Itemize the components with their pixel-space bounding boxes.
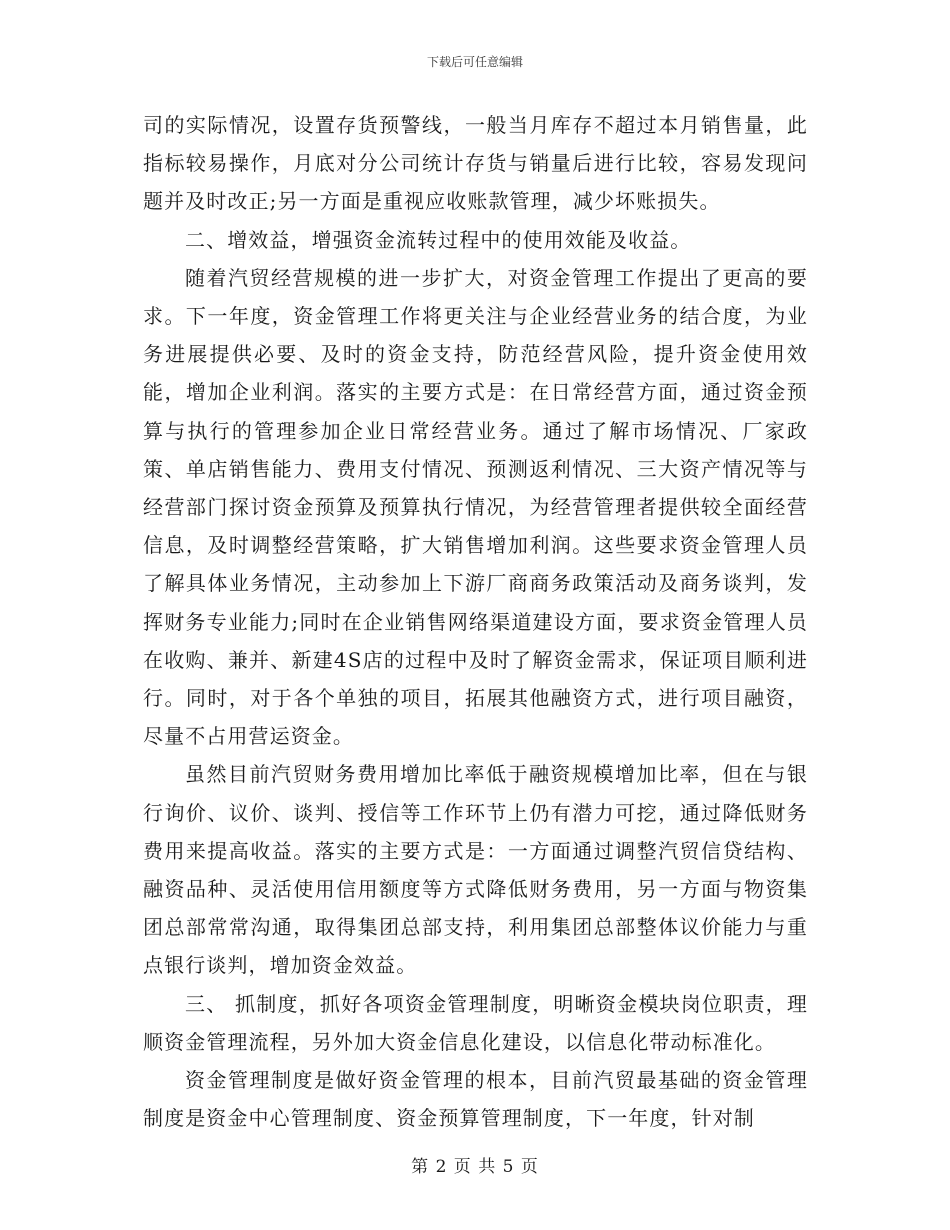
page-header-note: 下载后可任意编辑 [426, 55, 523, 69]
paragraph-3: 随着汽贸经营规模的进一步扩大，对资金管理工作提出了更高的要求。下一年度，资金管理工作将更关注与企业经营业务的结合度，为业务进展提供必要、及时的资金支持，防范经营风险，提升资金使用效能，增加企业利润。落实的主要方式是：在日常经营方面，通过资金预算与执行的管理参加企业日常经营业务。通过了解市场情况、厂家政策、单店销售能力、费用支付情况、预测返利情况、三大资产情况等与经营部门探讨资金预算及预算执行情况，为经营管理者提供较全面经营信息，及时调整经营策略，扩大销售增加利润。这些要求资金管理人员了解具体业务情况，主动参加上下游厂商商务政策活动及商务谈判，发挥财务专业能力;同时在企业销售网络渠道建设方面，要求资金管理人员在收购、兼并、新建4S店的过程中及时了解资金需求，保证项目顺利进行。同时，对于各个单独的项目，拓展其他融资方式，进行项目融资，尽量不占用营运资金。 [143, 265, 808, 749]
paragraph-2-heading: 二、增效益，增强资金流转过程中的使用效能及收益。 [185, 227, 692, 252]
paragraph-4: 虽然目前汽贸财务费用增加比率低于融资规模增加比率，但在与银行询价、议价、谈判、授信等工作环节上仍有潜力可挖，通过降低财务费用来提高收益。落实的主要方式是：一方面通过调整汽贸信贷结构、融资品种、灵活使用信用额度等方式降低财务费用，另一方面与物资集团总部常常沟通，取得集团总部支持，利用集团总部整体议价能力与重点银行谈判，增加资金效益。 [143, 762, 808, 978]
page-footer [0, 1152, 950, 1177]
page-number-label: 第 2 页 共 5 页 [411, 1157, 539, 1177]
paragraph-1: 司的实际情况，设置存货预警线，一般当月库存不超过本月销售量，此指标较易操作，月底对分公司统计存货与销量后进行比较，容易发现问题并及时改正;另一方面是重视应收账款管理，减少坏账损失。 [143, 113, 808, 214]
paragraph-5-heading: 三、 抓制度，抓好各项资金管理制度，明晰资金模块岗位职责，理顺资金管理流程，另外加大资金信息化建设，以信息化带动标准化。 [143, 991, 808, 1054]
paragraph-6: 资金管理制度是做好资金管理的根本，目前汽贸最基础的资金管理制度是资金中心管理制度、资金预算管理制度，下一年度，针对制 [143, 1068, 808, 1131]
document-body [143, 106, 808, 1137]
